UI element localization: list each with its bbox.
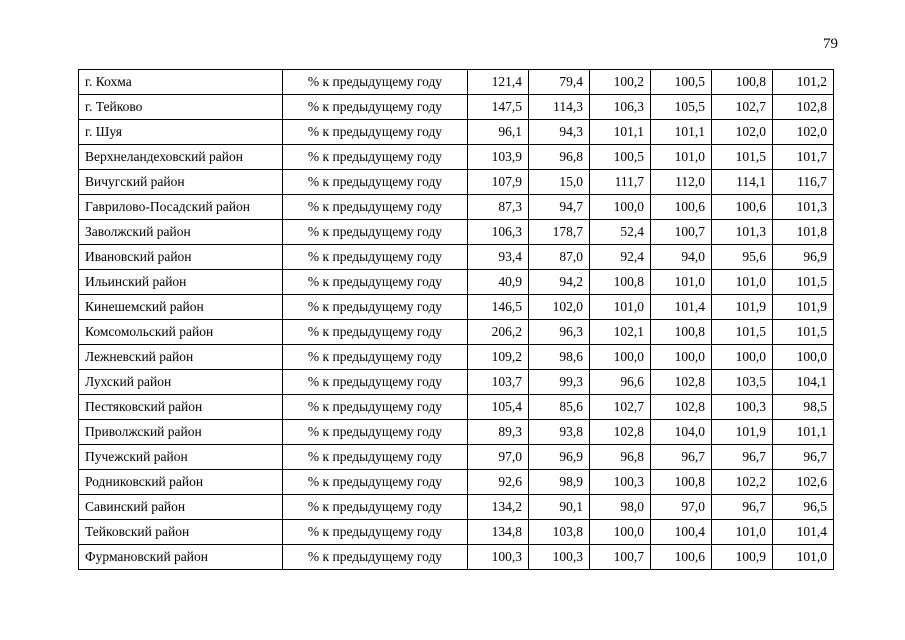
value-cell: 99,3 — [529, 370, 590, 395]
value-cell: 102,8 — [590, 420, 651, 445]
value-cell: 206,2 — [468, 320, 529, 345]
value-cell: 102,0 — [773, 120, 834, 145]
value-cell: 100,0 — [590, 520, 651, 545]
value-cell: 147,5 — [468, 95, 529, 120]
value-cell: 100,0 — [590, 345, 651, 370]
value-cell: 100,5 — [651, 70, 712, 95]
value-cell: 114,1 — [712, 170, 773, 195]
value-cell: 101,9 — [712, 420, 773, 445]
value-cell: 96,6 — [590, 370, 651, 395]
value-cell: 102,2 — [712, 470, 773, 495]
value-cell: 101,7 — [773, 145, 834, 170]
value-cell: 101,0 — [712, 270, 773, 295]
value-cell: 102,8 — [651, 395, 712, 420]
value-cell: 112,0 — [651, 170, 712, 195]
table-row — [79, 370, 834, 395]
value-cell: 101,9 — [773, 295, 834, 320]
value-cell: 114,3 — [529, 95, 590, 120]
unit-cell: % к предыдущему году — [283, 220, 468, 245]
value-cell: 106,3 — [590, 95, 651, 120]
unit-cell: % к предыдущему году — [283, 545, 468, 570]
value-cell: 101,2 — [773, 70, 834, 95]
value-cell: 100,2 — [590, 70, 651, 95]
district-name-cell: Лухский район — [79, 370, 283, 395]
value-cell: 134,2 — [468, 495, 529, 520]
value-cell: 101,8 — [773, 220, 834, 245]
value-cell: 100,3 — [468, 545, 529, 570]
value-cell: 102,0 — [712, 120, 773, 145]
value-cell: 105,4 — [468, 395, 529, 420]
value-cell: 93,4 — [468, 245, 529, 270]
district-name-cell: Верхнеландеховский район — [79, 145, 283, 170]
value-cell: 96,9 — [773, 245, 834, 270]
value-cell: 100,7 — [590, 545, 651, 570]
unit-cell: % к предыдущему году — [283, 245, 468, 270]
value-cell: 100,6 — [712, 195, 773, 220]
district-name-cell: г. Кохма — [79, 70, 283, 95]
value-cell: 96,1 — [468, 120, 529, 145]
value-cell: 102,8 — [651, 370, 712, 395]
value-cell: 94,7 — [529, 195, 590, 220]
table-row — [79, 95, 834, 120]
value-cell: 103,9 — [468, 145, 529, 170]
value-cell: 96,7 — [773, 445, 834, 470]
value-cell: 40,9 — [468, 270, 529, 295]
table-row — [79, 395, 834, 420]
value-cell: 100,3 — [590, 470, 651, 495]
value-cell: 101,5 — [712, 320, 773, 345]
value-cell: 95,6 — [712, 245, 773, 270]
value-cell: 101,1 — [590, 120, 651, 145]
value-cell: 94,0 — [651, 245, 712, 270]
value-cell: 102,7 — [712, 95, 773, 120]
unit-cell: % к предыдущему году — [283, 495, 468, 520]
value-cell: 100,4 — [651, 520, 712, 545]
value-cell: 101,0 — [590, 295, 651, 320]
table-row — [79, 445, 834, 470]
unit-cell: % к предыдущему году — [283, 170, 468, 195]
table-row — [79, 145, 834, 170]
value-cell: 100,5 — [590, 145, 651, 170]
value-cell: 96,9 — [529, 445, 590, 470]
value-cell: 116,7 — [773, 170, 834, 195]
value-cell: 98,6 — [529, 345, 590, 370]
value-cell: 97,0 — [468, 445, 529, 470]
page-number: 79 — [823, 36, 838, 52]
value-cell: 90,1 — [529, 495, 590, 520]
value-cell: 92,6 — [468, 470, 529, 495]
table-row — [79, 245, 834, 270]
value-cell: 94,2 — [529, 270, 590, 295]
value-cell: 97,0 — [651, 495, 712, 520]
table-row — [79, 220, 834, 245]
unit-cell: % к предыдущему году — [283, 295, 468, 320]
unit-cell: % к предыдущему году — [283, 395, 468, 420]
district-name-cell: Ивановский район — [79, 245, 283, 270]
table-row — [79, 420, 834, 445]
value-cell: 79,4 — [529, 70, 590, 95]
value-cell: 102,8 — [773, 95, 834, 120]
value-cell: 107,9 — [468, 170, 529, 195]
district-name-cell: Комсомольский район — [79, 320, 283, 345]
district-name-cell: Вичугский район — [79, 170, 283, 195]
value-cell: 104,1 — [773, 370, 834, 395]
value-cell: 98,9 — [529, 470, 590, 495]
table-row — [79, 295, 834, 320]
value-cell: 100,8 — [651, 320, 712, 345]
value-cell: 102,7 — [590, 395, 651, 420]
value-cell: 96,8 — [529, 145, 590, 170]
table-row — [79, 320, 834, 345]
value-cell: 85,6 — [529, 395, 590, 420]
data-table — [78, 69, 834, 570]
value-cell: 103,5 — [712, 370, 773, 395]
value-cell: 87,0 — [529, 245, 590, 270]
value-cell: 15,0 — [529, 170, 590, 195]
value-cell: 109,2 — [468, 345, 529, 370]
value-cell: 101,9 — [712, 295, 773, 320]
value-cell: 100,7 — [651, 220, 712, 245]
value-cell: 101,0 — [712, 520, 773, 545]
unit-cell: % к предыдущему году — [283, 445, 468, 470]
value-cell: 98,5 — [773, 395, 834, 420]
district-name-cell: Фурмановский район — [79, 545, 283, 570]
value-cell: 96,5 — [773, 495, 834, 520]
district-name-cell: Заволжский район — [79, 220, 283, 245]
unit-cell: % к предыдущему году — [283, 70, 468, 95]
value-cell: 102,6 — [773, 470, 834, 495]
value-cell: 96,3 — [529, 320, 590, 345]
district-name-cell: Пучежский район — [79, 445, 283, 470]
unit-cell: % к предыдущему году — [283, 520, 468, 545]
table-row — [79, 545, 834, 570]
value-cell: 101,5 — [773, 320, 834, 345]
value-cell: 96,7 — [651, 445, 712, 470]
value-cell: 100,9 — [712, 545, 773, 570]
table-body — [79, 70, 834, 570]
value-cell: 100,8 — [651, 470, 712, 495]
value-cell: 101,3 — [712, 220, 773, 245]
value-cell: 92,4 — [590, 245, 651, 270]
value-cell: 102,0 — [529, 295, 590, 320]
table-row — [79, 495, 834, 520]
value-cell: 100,3 — [712, 395, 773, 420]
value-cell: 98,0 — [590, 495, 651, 520]
unit-cell: % к предыдущему году — [283, 195, 468, 220]
district-name-cell: Лежневский район — [79, 345, 283, 370]
value-cell: 146,5 — [468, 295, 529, 320]
value-cell: 134,8 — [468, 520, 529, 545]
table-row — [79, 270, 834, 295]
district-name-cell: Кинешемский район — [79, 295, 283, 320]
value-cell: 101,1 — [651, 120, 712, 145]
value-cell: 101,4 — [773, 520, 834, 545]
table-row — [79, 120, 834, 145]
unit-cell: % к предыдущему году — [283, 145, 468, 170]
district-name-cell: Ильинский район — [79, 270, 283, 295]
value-cell: 100,0 — [651, 345, 712, 370]
district-name-cell: Приволжский район — [79, 420, 283, 445]
value-cell: 101,3 — [773, 195, 834, 220]
value-cell: 93,8 — [529, 420, 590, 445]
table-row — [79, 170, 834, 195]
value-cell: 103,7 — [468, 370, 529, 395]
unit-cell: % к предыдущему году — [283, 120, 468, 145]
table-row — [79, 520, 834, 545]
unit-cell: % к предыдущему году — [283, 470, 468, 495]
value-cell: 96,8 — [590, 445, 651, 470]
value-cell: 101,0 — [651, 145, 712, 170]
district-name-cell: г. Шуя — [79, 120, 283, 145]
value-cell: 178,7 — [529, 220, 590, 245]
district-name-cell: Пестяковский район — [79, 395, 283, 420]
unit-cell: % к предыдущему году — [283, 320, 468, 345]
value-cell: 101,0 — [651, 270, 712, 295]
value-cell: 94,3 — [529, 120, 590, 145]
unit-cell: % к предыдущему году — [283, 420, 468, 445]
table-row — [79, 470, 834, 495]
value-cell: 52,4 — [590, 220, 651, 245]
district-name-cell: Тейковский район — [79, 520, 283, 545]
value-cell: 111,7 — [590, 170, 651, 195]
table-row — [79, 70, 834, 95]
value-cell: 87,3 — [468, 195, 529, 220]
value-cell: 100,0 — [590, 195, 651, 220]
unit-cell: % к предыдущему году — [283, 370, 468, 395]
unit-cell: % к предыдущему году — [283, 95, 468, 120]
value-cell: 96,7 — [712, 495, 773, 520]
value-cell: 105,5 — [651, 95, 712, 120]
value-cell: 100,6 — [651, 195, 712, 220]
table-row — [79, 345, 834, 370]
value-cell: 102,1 — [590, 320, 651, 345]
value-cell: 106,3 — [468, 220, 529, 245]
value-cell: 89,3 — [468, 420, 529, 445]
unit-cell: % к предыдущему году — [283, 270, 468, 295]
value-cell: 101,0 — [773, 545, 834, 570]
unit-cell: % к предыдущему году — [283, 345, 468, 370]
value-cell: 101,5 — [712, 145, 773, 170]
value-cell: 101,1 — [773, 420, 834, 445]
value-cell: 100,3 — [529, 545, 590, 570]
value-cell: 100,8 — [590, 270, 651, 295]
district-name-cell: Гаврилово-Посадский район — [79, 195, 283, 220]
value-cell: 100,0 — [712, 345, 773, 370]
value-cell: 101,5 — [773, 270, 834, 295]
value-cell: 104,0 — [651, 420, 712, 445]
value-cell: 121,4 — [468, 70, 529, 95]
district-name-cell: Родниковский район — [79, 470, 283, 495]
value-cell: 96,7 — [712, 445, 773, 470]
value-cell: 101,4 — [651, 295, 712, 320]
table-row — [79, 195, 834, 220]
value-cell: 103,8 — [529, 520, 590, 545]
value-cell: 100,6 — [651, 545, 712, 570]
district-name-cell: Савинский район — [79, 495, 283, 520]
value-cell: 100,8 — [712, 70, 773, 95]
value-cell: 100,0 — [773, 345, 834, 370]
district-name-cell: г. Тейково — [79, 95, 283, 120]
